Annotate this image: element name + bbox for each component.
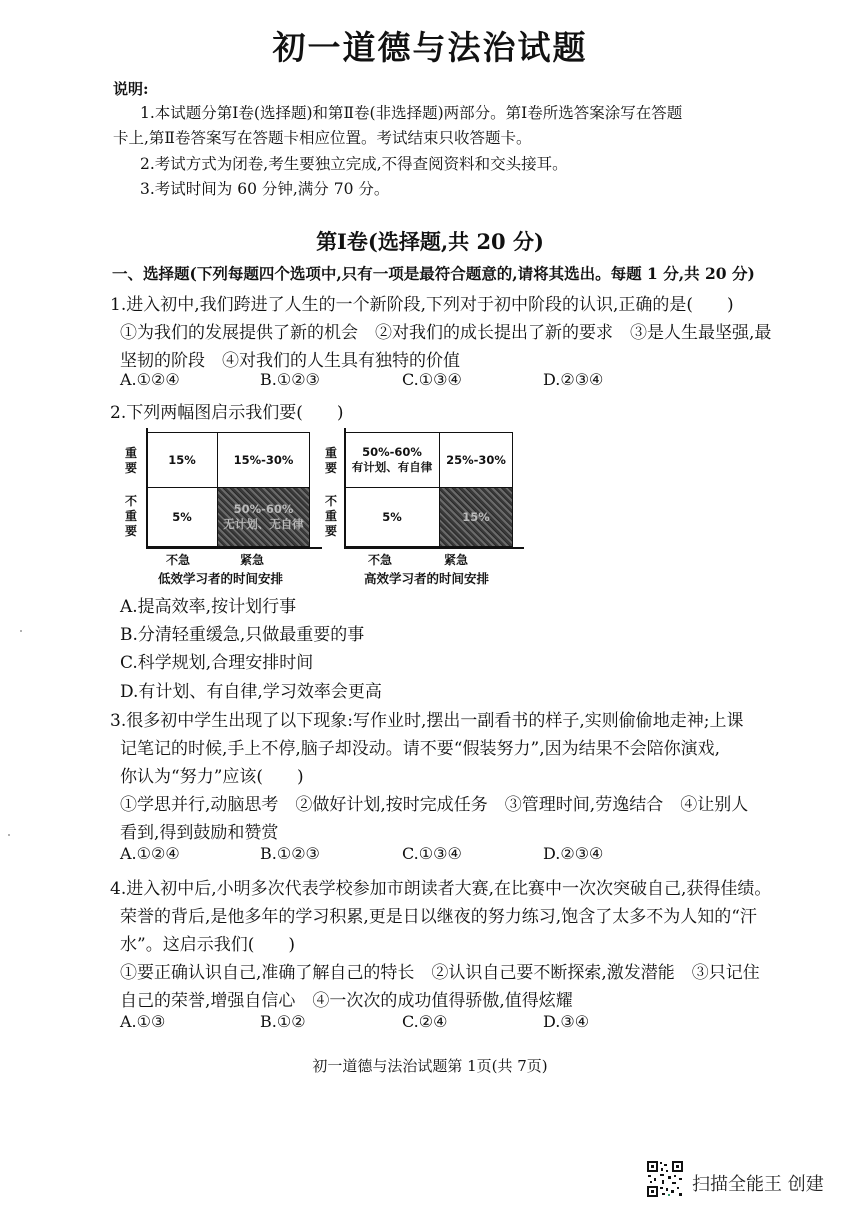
- q4-option-d: D.③④: [543, 1012, 590, 1031]
- note-line-1: 1.本试题分第Ⅰ卷(选择题)和第Ⅱ卷(非选择题)两部分。第Ⅰ卷所选答案涂写在答题: [140, 104, 683, 122]
- note-line-3: 2.考试方式为闭卷,考生要独立完成,不得查阅资料和交头接耳。: [140, 155, 568, 173]
- scan-speck: [8, 834, 10, 836]
- chart-left-x-urgent: 紧急: [240, 553, 265, 567]
- q2-option-c: C.科学规划,合理安排时间: [120, 653, 314, 673]
- chart-left-x-axis: [146, 547, 322, 549]
- q3-option-c: C.①③④: [402, 844, 462, 863]
- chart-left-y-unimportant: 不重要: [124, 494, 137, 538]
- q4-line-1: 4.进入初中后,小明多次代表学校参加市朗读者大赛,在比赛中一次次突破自己,获得佳绩。: [110, 879, 772, 899]
- chart-right-cell-1: 50%-60% 有计划、有自律: [344, 432, 440, 488]
- chart-right-caption: 高效学习者的时间安排: [364, 571, 490, 586]
- q2-option-d: D.有计划、有自律,学习效率会更高: [120, 682, 382, 702]
- q4-option-c: C.②④: [402, 1012, 448, 1031]
- q3-line-1: 3.很多初中学生出现了以下现象:写作业时,摆出一副看书的样子,实则偷偷地走神;上课: [110, 711, 744, 731]
- chart-left-x-not-urgent: 不急: [166, 553, 191, 567]
- chart-left-caption: 低效学习者的时间安排: [158, 571, 284, 586]
- q1-line-2: ①为我们的发展提供了新的机会 ②对我们的成长提出了新的要求 ③是人生最坚强,最: [120, 323, 772, 343]
- q3-option-b: B.①②③: [260, 844, 320, 863]
- chart-left-cell-1: 15%: [146, 432, 218, 488]
- q4-line-2: 荣誉的背后,是他多年的学习积累,更是日以继夜的努力练习,饱含了太多不为人知的“汗: [120, 907, 757, 927]
- chart-right-y-unimportant: 不重要: [324, 494, 337, 538]
- q3-option-a: A.①②④: [120, 844, 180, 863]
- q2-stem: 2.下列两幅图启示我们要( ): [110, 403, 344, 423]
- chart-right-x-urgent: 紧急: [444, 553, 469, 567]
- chart-left-cell-3: 5%: [146, 487, 218, 547]
- chart-left-cell-4: 50%-60% 无计划、无自律: [217, 487, 310, 547]
- q1-option-c: C.①③④: [402, 370, 462, 389]
- page-title: 初一道德与法治试题: [272, 28, 588, 67]
- chart-right-cell-2: 25%-30%: [439, 432, 513, 488]
- q1-line-3: 坚韧的阶段 ④对我们的人生具有独特的价值: [120, 351, 460, 371]
- chart-right-x-axis: [344, 547, 524, 549]
- q4-option-a: A.①③: [120, 1012, 166, 1031]
- q3-line-4: ①学思并行,动脑思考 ②做好计划,按时完成任务 ③管理时间,劳逸结合 ④让别人: [120, 795, 749, 815]
- q4-line-3: 水”。这启示我们( ): [120, 935, 295, 955]
- chart-right-y-important: 重要: [324, 446, 337, 475]
- q1-stem: 1.进入初中,我们跨进了人生的一个新阶段,下列对于初中阶段的认识,正确的是( ): [110, 295, 734, 315]
- q4-option-b: B.①②: [260, 1012, 306, 1031]
- page-footer: 初一道德与法治试题第 1页(共 7页): [312, 1057, 548, 1075]
- chart-right-x-not-urgent: 不急: [368, 553, 393, 567]
- scan-speck: [20, 630, 22, 632]
- qr-code-icon: [646, 1160, 684, 1198]
- q3-line-5: 看到,得到鼓励和赞赏: [120, 823, 279, 843]
- chart-right-cell-3: 5%: [344, 487, 440, 547]
- q2-option-a: A.提高效率,按计划行事: [120, 597, 297, 617]
- note-line-4: 3.考试时间为 60 分钟,满分 70 分。: [140, 180, 390, 198]
- q4-line-4: ①要正确认识自己,准确了解自己的特长 ②认识自己要不断探索,激发潜能 ③只记住: [120, 963, 760, 983]
- note-line-2: 卡上,第Ⅱ卷答案写在答题卡相应位置。考试结束只收答题卡。: [113, 129, 532, 147]
- q1-option-d: D.②③④: [543, 370, 604, 389]
- q1-option-a: A.①②④: [120, 370, 180, 389]
- chart-left-y-important: 重要: [124, 446, 137, 475]
- q3-option-d: D.②③④: [543, 844, 604, 863]
- q4-line-5: 自己的荣誉,增强自信心 ④一次次的成功值得骄傲,值得炫耀: [120, 991, 573, 1011]
- scanner-watermark: 扫描全能王 创建: [692, 1174, 824, 1195]
- q3-line-3: 你认为“努力”应该( ): [120, 767, 304, 787]
- q3-line-2: 记笔记的时候,手上不停,脑子却没动。请不要“假装努力”,因为结果不会陪你演戏,: [120, 739, 720, 759]
- chart-left-cell-2: 15%-30%: [217, 432, 310, 488]
- notes-heading: 说明:: [113, 80, 149, 98]
- q2-option-b: B.分清轻重缓急,只做最重要的事: [120, 625, 365, 645]
- chart-right-cell-4: 15%: [439, 487, 513, 547]
- section-intro: 一、选择题(下列每题四个选项中,只有一项是最符合题意的,请将其选出。每题 1 分,共 20 分): [112, 264, 755, 283]
- section-title: 第Ⅰ卷(选择题,共 20 分): [316, 229, 544, 254]
- q1-option-b: B.①②③: [260, 370, 320, 389]
